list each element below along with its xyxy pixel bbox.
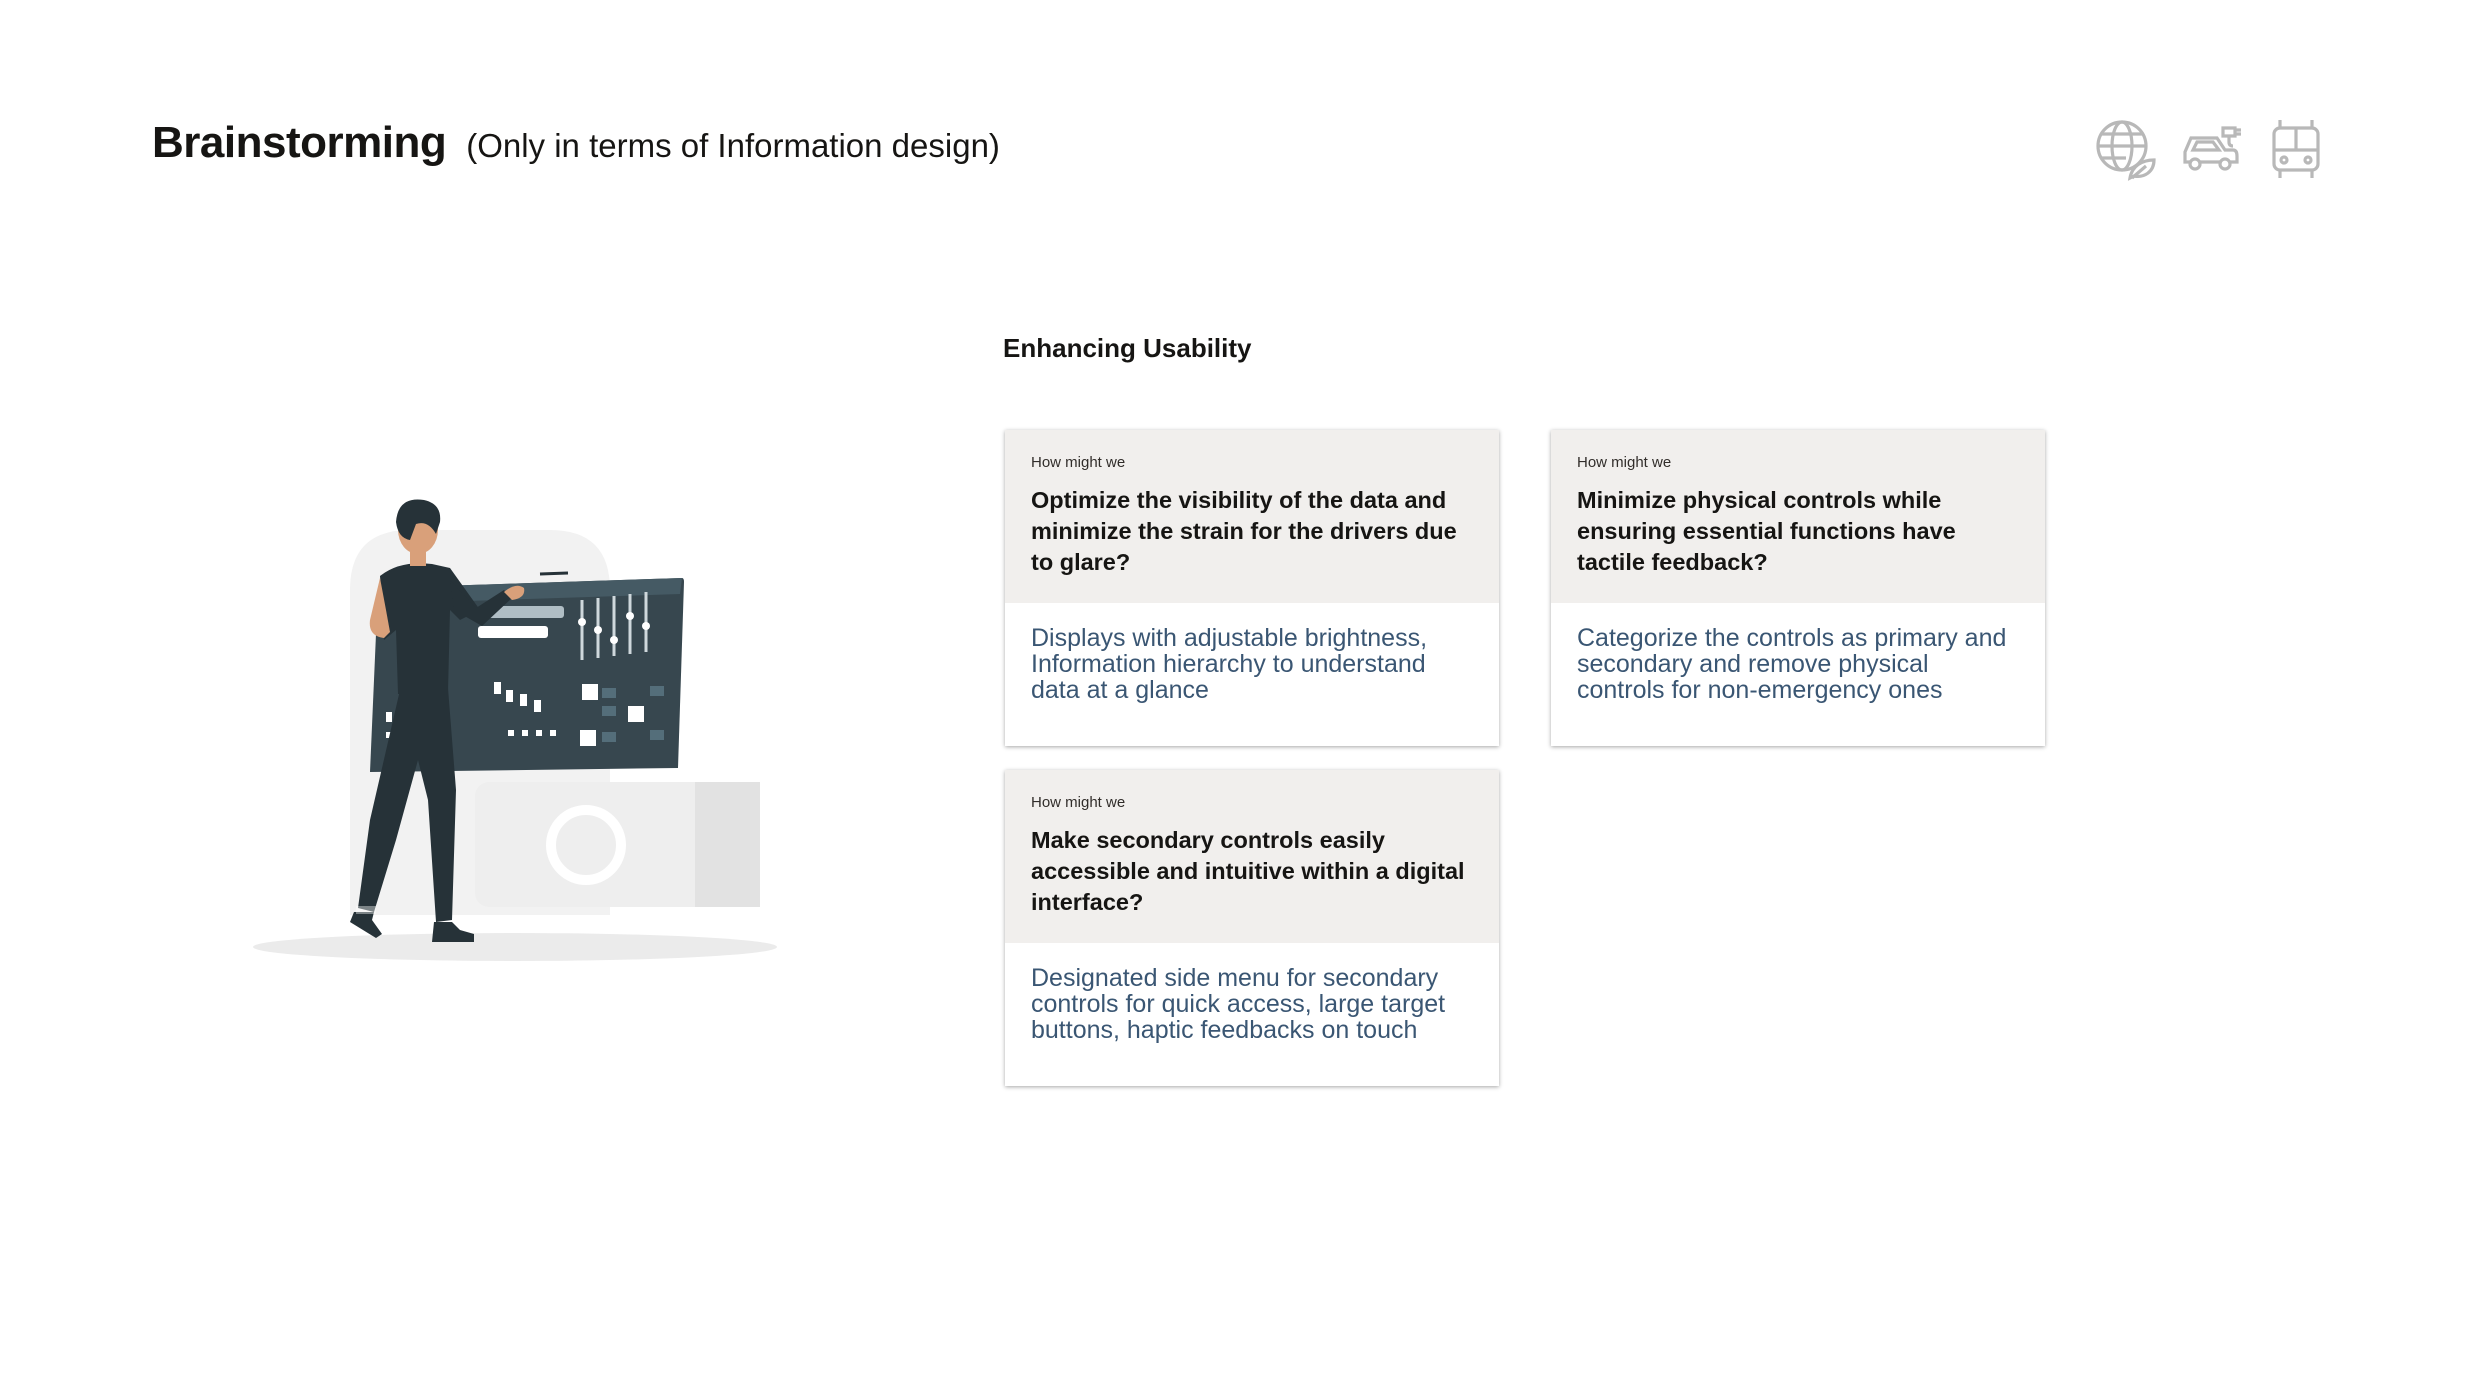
electric-car-icon xyxy=(2177,116,2245,184)
hmw-card-3 xyxy=(1005,770,1499,1086)
section-title: Enhancing Usability xyxy=(1003,333,1252,363)
card-question-section xyxy=(1551,430,2045,603)
hmw-card-1 xyxy=(1005,430,1499,746)
card-kicker: How might we xyxy=(1031,794,1126,811)
card-question-section xyxy=(1005,770,1499,943)
globe-leaf-icon xyxy=(2092,116,2160,184)
slide-header xyxy=(152,118,1000,168)
bus-icon xyxy=(2262,116,2330,184)
floor-shadow xyxy=(253,933,777,961)
card-question: Minimize physical controls while ensuring essential functions have tactile feedback? xyxy=(1577,487,1956,575)
card-question: Make secondary controls easily accessible and intuitive within a digital interface? xyxy=(1031,827,1465,915)
card-answer: Categorize the controls as primary and secondary and remove physical controls for non-emergency ones xyxy=(1577,624,2007,704)
card-question-section xyxy=(1005,430,1499,603)
card-question: Optimize the visibility of the data and minimize the strain for the drivers due to glare? xyxy=(1031,487,1457,575)
top-icon-group xyxy=(2092,116,2330,184)
hmw-card-2 xyxy=(1551,430,2045,746)
card-answer: Designated side menu for secondary controls for quick access, large target buttons, haptic feedbacks on touch xyxy=(1031,964,1446,1044)
person-at-control-panel-illustration xyxy=(250,460,800,980)
card-kicker: How might we xyxy=(1577,454,1672,471)
page-subtitle: (Only in terms of Information design) xyxy=(466,127,1000,164)
card-kicker: How might we xyxy=(1031,454,1126,471)
card-answer: Displays with adjustable brightness, Information hierarchy to understand data at a glance xyxy=(1031,624,1428,704)
page-title: Brainstorming xyxy=(152,118,447,167)
